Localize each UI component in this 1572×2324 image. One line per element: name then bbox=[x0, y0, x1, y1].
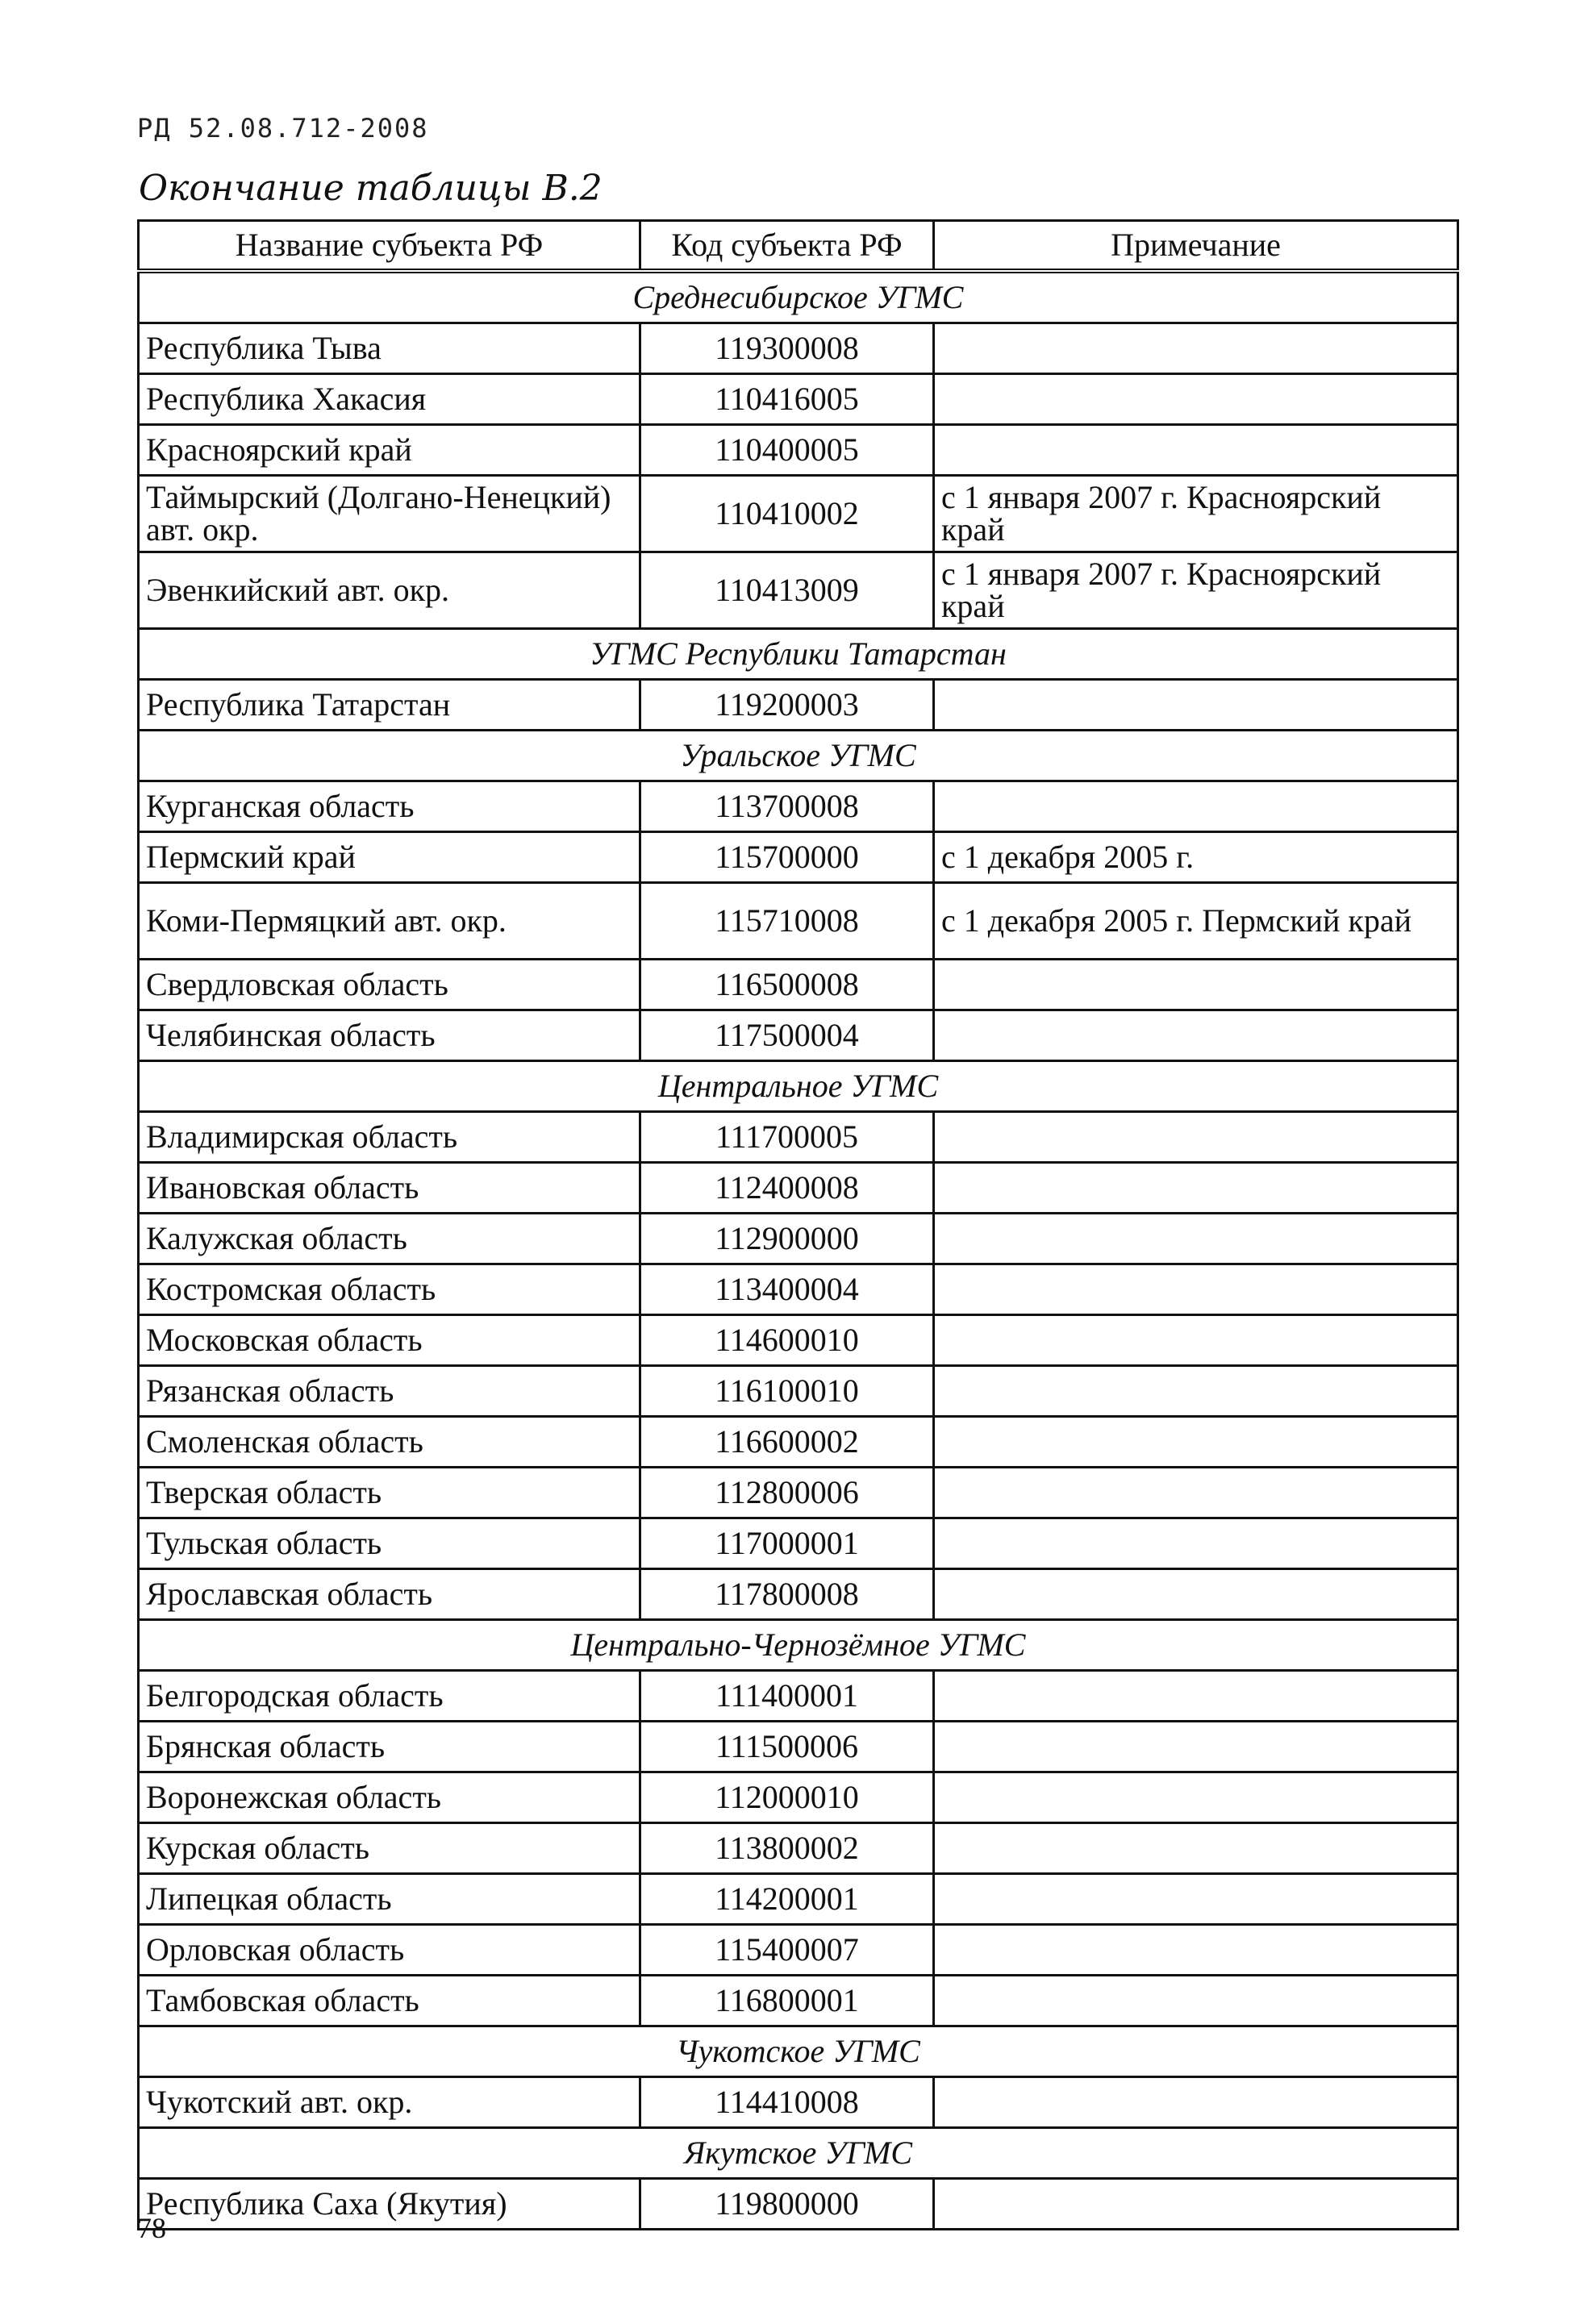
subject-code-cell: 119800000 bbox=[640, 2179, 934, 2230]
subject-name-cell: Липецкая область bbox=[139, 1874, 640, 1925]
subject-name-cell: Тамбовская область bbox=[139, 1976, 640, 2026]
subject-code-cell: 111500006 bbox=[640, 1722, 934, 1772]
subject-code-cell: 112400008 bbox=[640, 1163, 934, 1214]
table-row bbox=[139, 1417, 1458, 1468]
group-row bbox=[139, 731, 1458, 781]
table-row bbox=[139, 1569, 1458, 1620]
note-cell bbox=[934, 323, 1458, 374]
table-row bbox=[139, 1772, 1458, 1823]
subject-code-cell: 116600002 bbox=[640, 1417, 934, 1468]
table-row bbox=[139, 2077, 1458, 2128]
subject-name-cell: Республика Хакасия bbox=[139, 374, 640, 425]
subject-name-cell: Республика Тыва bbox=[139, 323, 640, 374]
note-cell bbox=[934, 2077, 1458, 2128]
group-row bbox=[139, 629, 1458, 680]
group-title: Центрально-Чернозёмное УГМС bbox=[139, 1620, 1458, 1671]
table-row bbox=[139, 476, 1458, 552]
note-cell: с 1 декабря 2005 г. bbox=[934, 832, 1458, 883]
table-caption: Окончание таблицы В.2 bbox=[139, 168, 603, 209]
table-row bbox=[139, 2179, 1458, 2230]
subject-name-cell: Московская область bbox=[139, 1315, 640, 1366]
group-title: Якутское УГМС bbox=[139, 2128, 1458, 2179]
subject-name-cell: Белгородская область bbox=[139, 1671, 640, 1722]
page-number: 78 bbox=[137, 2212, 166, 2244]
table-row bbox=[139, 1671, 1458, 1722]
subject-code-cell: 119300008 bbox=[640, 323, 934, 374]
table-row bbox=[139, 1112, 1458, 1163]
subject-name-cell: Свердловская область bbox=[139, 960, 640, 1010]
table-row bbox=[139, 323, 1458, 374]
subject-name-cell: Ярославская область bbox=[139, 1569, 640, 1620]
subject-name-cell: Красноярский край bbox=[139, 425, 640, 476]
table-row bbox=[139, 1264, 1458, 1315]
group-row bbox=[139, 2026, 1458, 2077]
subject-code-cell: 111700005 bbox=[640, 1112, 934, 1163]
note-cell bbox=[934, 1214, 1458, 1264]
subject-code-cell: 116100010 bbox=[640, 1366, 934, 1417]
subject-code-cell: 112000010 bbox=[640, 1772, 934, 1823]
note-cell bbox=[934, 1874, 1458, 1925]
table-row bbox=[139, 781, 1458, 832]
group-row bbox=[139, 2128, 1458, 2179]
subject-code-cell: 115700000 bbox=[640, 832, 934, 883]
group-title: Среднесибирское УГМС bbox=[139, 271, 1458, 323]
subject-code-cell: 111400001 bbox=[640, 1671, 934, 1722]
subject-name-cell: Тверская область bbox=[139, 1468, 640, 1518]
subject-name-cell: Брянская область bbox=[139, 1722, 640, 1772]
note-cell bbox=[934, 1722, 1458, 1772]
note-cell bbox=[934, 1163, 1458, 1214]
note-cell: с 1 января 2007 г. Красноярский край bbox=[934, 552, 1458, 629]
note-cell bbox=[934, 1315, 1458, 1366]
note-cell bbox=[934, 1366, 1458, 1417]
table-row bbox=[139, 1366, 1458, 1417]
subject-code-cell: 116800001 bbox=[640, 1976, 934, 2026]
document-code: РД 52.08.712-2008 bbox=[137, 113, 429, 144]
subject-code-cell: 112900000 bbox=[640, 1214, 934, 1264]
subject-code-cell: 113400004 bbox=[640, 1264, 934, 1315]
table-row bbox=[139, 1722, 1458, 1772]
note-cell bbox=[934, 1569, 1458, 1620]
note-cell bbox=[934, 1468, 1458, 1518]
note-cell bbox=[934, 1976, 1458, 2026]
table-row bbox=[139, 425, 1458, 476]
subject-code-cell: 112800006 bbox=[640, 1468, 934, 1518]
subject-code-cell: 114410008 bbox=[640, 2077, 934, 2128]
subject-code-cell: 115400007 bbox=[640, 1925, 934, 1976]
column-header-name: Название субъекта РФ bbox=[139, 221, 640, 272]
table-row bbox=[139, 552, 1458, 629]
subject-code-cell: 110400005 bbox=[640, 425, 934, 476]
subject-name-cell: Челябинская область bbox=[139, 1010, 640, 1061]
table-row bbox=[139, 1010, 1458, 1061]
column-header-note: Примечание bbox=[934, 221, 1458, 272]
subject-code-cell: 110416005 bbox=[640, 374, 934, 425]
note-cell bbox=[934, 1772, 1458, 1823]
group-title: УГМС Республики Татарстан bbox=[139, 629, 1458, 680]
subjects-table bbox=[137, 219, 1459, 2230]
column-header-code: Код субъекта РФ bbox=[640, 221, 934, 272]
subject-code-cell: 119200003 bbox=[640, 680, 934, 731]
group-title: Чукотское УГМС bbox=[139, 2026, 1458, 2077]
table-row bbox=[139, 680, 1458, 731]
subject-name-cell: Коми-Пермяцкий авт. окр. bbox=[139, 883, 640, 960]
note-cell bbox=[934, 1417, 1458, 1468]
table-row bbox=[139, 1874, 1458, 1925]
subject-code-cell: 114200001 bbox=[640, 1874, 934, 1925]
subject-code-cell: 116500008 bbox=[640, 960, 934, 1010]
subject-code-cell: 115710008 bbox=[640, 883, 934, 960]
table-row bbox=[139, 883, 1458, 960]
subject-name-cell: Таймырский (Долгано-Ненецкий) авт. окр. bbox=[139, 476, 640, 552]
note-cell bbox=[934, 1671, 1458, 1722]
note-cell bbox=[934, 1823, 1458, 1874]
table-header-row bbox=[139, 221, 1458, 272]
table-row bbox=[139, 1823, 1458, 1874]
table-row bbox=[139, 1925, 1458, 1976]
table-row bbox=[139, 960, 1458, 1010]
note-cell bbox=[934, 1112, 1458, 1163]
note-cell bbox=[934, 1925, 1458, 1976]
note-cell bbox=[934, 1518, 1458, 1569]
subject-name-cell: Ивановская область bbox=[139, 1163, 640, 1214]
subject-code-cell: 117500004 bbox=[640, 1010, 934, 1061]
table-body bbox=[139, 271, 1458, 2230]
subject-name-cell: Пермский край bbox=[139, 832, 640, 883]
table-row bbox=[139, 1976, 1458, 2026]
subject-name-cell: Курганская область bbox=[139, 781, 640, 832]
subject-code-cell: 110413009 bbox=[640, 552, 934, 629]
note-cell bbox=[934, 781, 1458, 832]
note-cell bbox=[934, 960, 1458, 1010]
note-cell bbox=[934, 425, 1458, 476]
note-cell bbox=[934, 680, 1458, 731]
subject-name-cell: Калужская область bbox=[139, 1214, 640, 1264]
table-row bbox=[139, 1163, 1458, 1214]
subject-code-cell: 117000001 bbox=[640, 1518, 934, 1569]
group-title: Уральское УГМС bbox=[139, 731, 1458, 781]
note-cell bbox=[934, 2179, 1458, 2230]
subject-name-cell: Воронежская область bbox=[139, 1772, 640, 1823]
subject-name-cell: Курская область bbox=[139, 1823, 640, 1874]
subject-name-cell: Рязанская область bbox=[139, 1366, 640, 1417]
subject-name-cell: Смоленская область bbox=[139, 1417, 640, 1468]
subject-name-cell: Владимирская область bbox=[139, 1112, 640, 1163]
note-cell bbox=[934, 1010, 1458, 1061]
table-row bbox=[139, 1214, 1458, 1264]
note-cell bbox=[934, 1264, 1458, 1315]
subject-name-cell: Тульская область bbox=[139, 1518, 640, 1569]
subject-name-cell: Костромская область bbox=[139, 1264, 640, 1315]
subject-code-cell: 114600010 bbox=[640, 1315, 934, 1366]
subject-name-cell: Республика Саха (Якутия) bbox=[139, 2179, 640, 2230]
group-title: Центральное УГМС bbox=[139, 1061, 1458, 1112]
group-row bbox=[139, 1061, 1458, 1112]
subject-name-cell: Орловская область bbox=[139, 1925, 640, 1976]
subject-code-cell: 113700008 bbox=[640, 781, 934, 832]
subject-code-cell: 117800008 bbox=[640, 1569, 934, 1620]
subject-name-cell: Республика Татарстан bbox=[139, 680, 640, 731]
table-row bbox=[139, 832, 1458, 883]
table-row bbox=[139, 1468, 1458, 1518]
group-row bbox=[139, 271, 1458, 323]
note-cell bbox=[934, 374, 1458, 425]
subject-name-cell: Чукотский авт. окр. bbox=[139, 2077, 640, 2128]
subject-code-cell: 110410002 bbox=[640, 476, 934, 552]
table-row bbox=[139, 374, 1458, 425]
note-cell: с 1 декабря 2005 г. Пермский край bbox=[934, 883, 1458, 960]
table-row bbox=[139, 1315, 1458, 1366]
subject-code-cell: 113800002 bbox=[640, 1823, 934, 1874]
group-row bbox=[139, 1620, 1458, 1671]
note-cell: с 1 января 2007 г. Красноярский край bbox=[934, 476, 1458, 552]
table-row bbox=[139, 1518, 1458, 1569]
subject-name-cell: Эвенкийский авт. окр. bbox=[139, 552, 640, 629]
